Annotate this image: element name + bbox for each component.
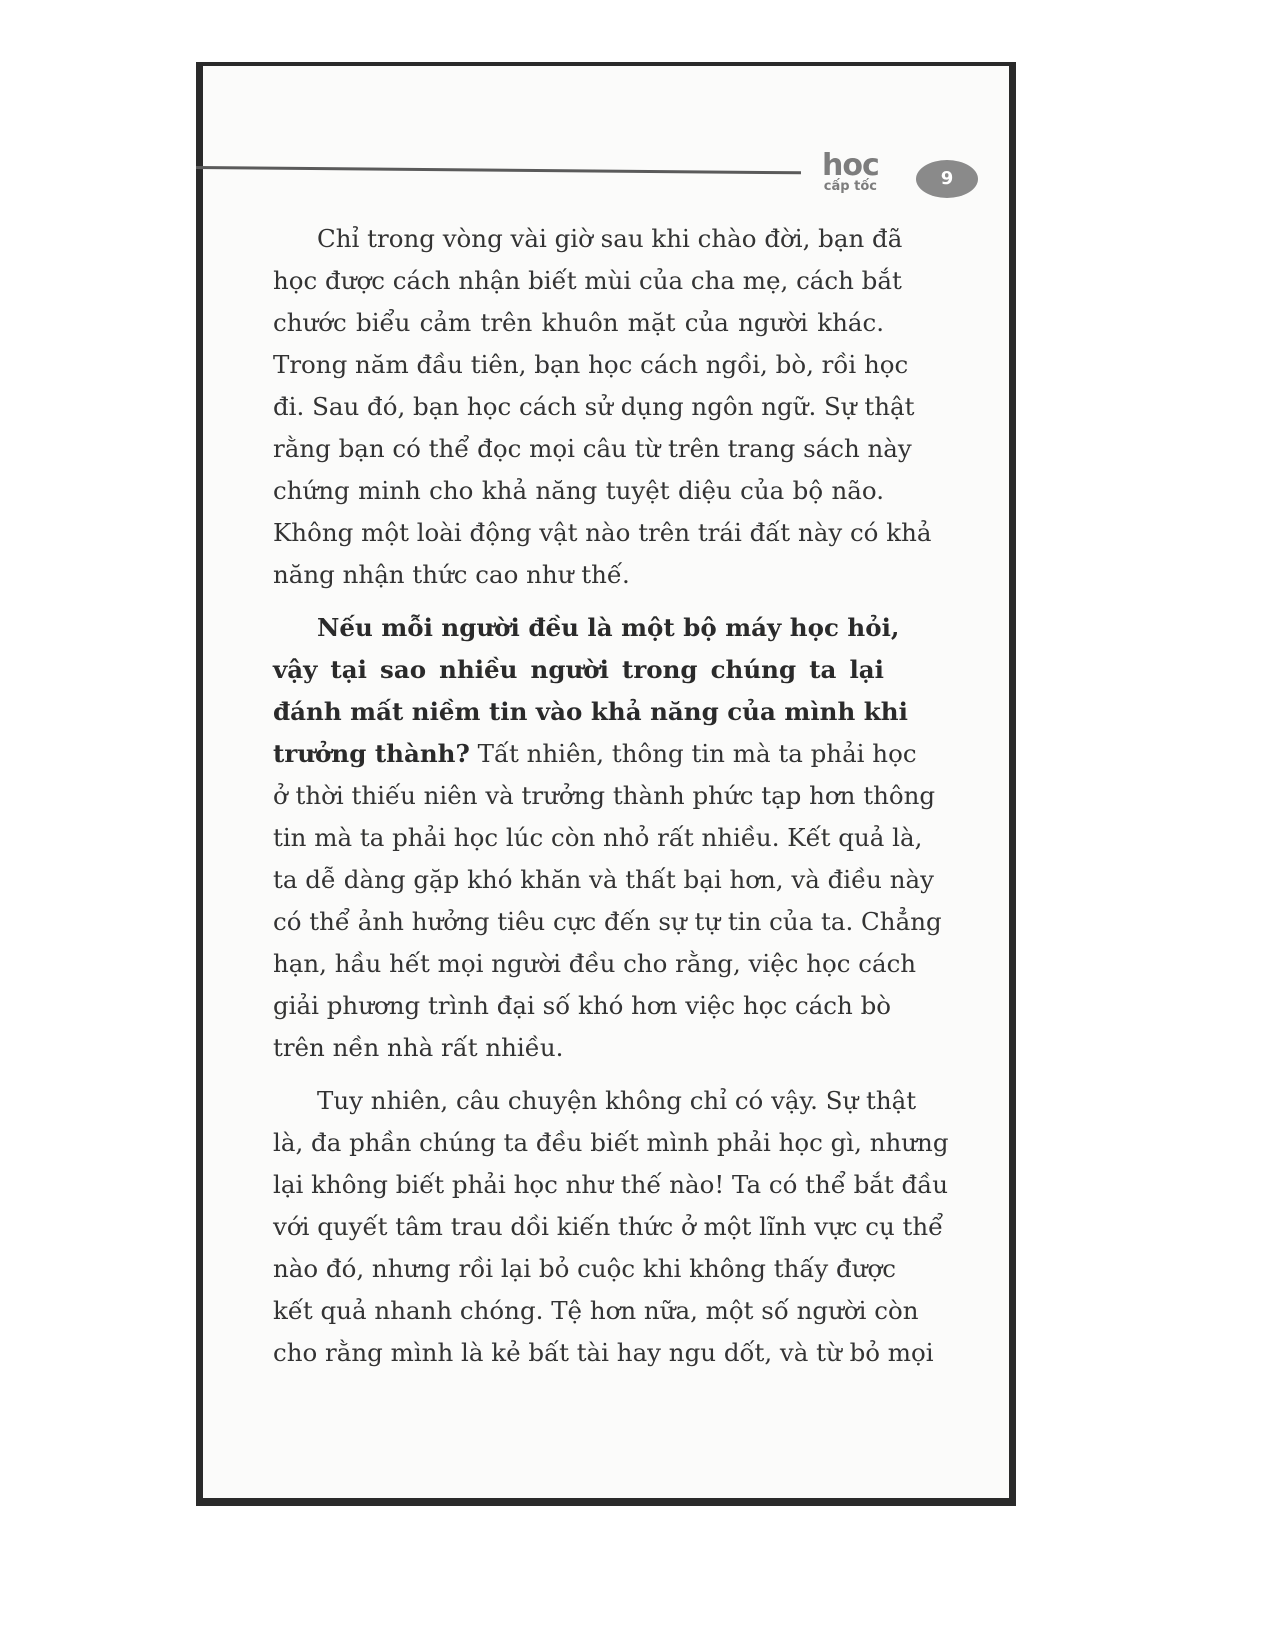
text-line-bold bbox=[273, 649, 884, 691]
text-line: chước biểu cảm trên khuôn mặt của người khác. bbox=[273, 308, 884, 337]
text-line: ta dễ dàng gặp khó khăn và thất bại hơn, và điều này bbox=[273, 865, 934, 894]
logo-sub: cấp tốc bbox=[823, 179, 877, 194]
text-line-bold bbox=[273, 607, 900, 649]
text-line: Không một loài động vật nào trên trái đất này có khả bbox=[273, 518, 932, 547]
text-line: có thể ảnh hưởng tiêu cực đến sự tự tin của ta. Chẳng bbox=[273, 907, 942, 936]
bold-text: đánh mất niềm tin vào khả năng của mình khi bbox=[273, 697, 908, 726]
text-line: kết quả nhanh chóng. Tệ hơn nữa, một số người còn bbox=[273, 1296, 919, 1325]
text-line-bold bbox=[273, 691, 908, 733]
book-logo bbox=[822, 148, 879, 194]
bold-text: vậy tại sao nhiều người trong chúng ta lại bbox=[273, 655, 884, 684]
text-line: Trong năm đầu tiên, bạn học cách ngồi, bò, rồi học bbox=[273, 350, 909, 379]
text-line: Tuy nhiên, câu chuyện không chỉ có vậy. Sự thật bbox=[317, 1086, 917, 1115]
text-line: chứng minh cho khả năng tuyệt diệu của bộ não. bbox=[273, 476, 884, 505]
page-number: 9 bbox=[916, 160, 978, 198]
paragraph-1 bbox=[273, 218, 932, 596]
text-line: ở thời thiếu niên và trưởng thành phức tạp hơn thông bbox=[273, 781, 936, 810]
logo-main: hoc bbox=[822, 148, 879, 183]
regular-text: Tất nhiên, thông tin mà ta phải học bbox=[469, 739, 917, 768]
paragraph-3 bbox=[273, 1080, 949, 1374]
text-line-mixed bbox=[273, 733, 917, 775]
text-line: lại không biết phải học như thế nào! Ta có thể bắt đầu bbox=[273, 1170, 949, 1199]
text-line: tin mà ta phải học lúc còn nhỏ rất nhiều. Kết quả là, bbox=[273, 823, 923, 852]
text-line: trên nền nhà rất nhiều. bbox=[273, 1033, 564, 1062]
text-line: Chỉ trong vòng vài giờ sau khi chào đời, bạn đã bbox=[317, 224, 903, 253]
text-line: cho rằng mình là kẻ bất tài hay ngu dốt, và từ bỏ mọi bbox=[273, 1338, 934, 1367]
text-line: năng nhận thức cao như thế. bbox=[273, 560, 630, 589]
bold-text: Nếu mỗi người đều là một bộ máy học hỏi, bbox=[317, 613, 900, 642]
text-line: là, đa phần chúng ta đều biết mình phải học gì, nhưng bbox=[273, 1128, 949, 1157]
text-line: với quyết tâm trau dồi kiến thức ở một lĩnh vực cụ thể bbox=[273, 1212, 944, 1241]
text-line: đi. Sau đó, bạn học cách sử dụng ngôn ngữ. Sự thật bbox=[273, 392, 915, 421]
bold-text: trưởng thành? bbox=[273, 739, 470, 768]
text-line: hạn, hầu hết mọi người đều cho rằng, việc học cách bbox=[273, 949, 917, 978]
text-line: giải phương trình đại số khó hơn việc học cách bò bbox=[273, 991, 892, 1020]
text-line: rằng bạn có thể đọc mọi câu từ trên trang sách này bbox=[273, 434, 912, 463]
text-line: học được cách nhận biết mùi của cha mẹ, cách bắt bbox=[273, 266, 902, 295]
paragraph-2 bbox=[273, 607, 942, 1069]
text-line: nào đó, nhưng rồi lại bỏ cuộc khi không thấy được bbox=[273, 1254, 896, 1283]
